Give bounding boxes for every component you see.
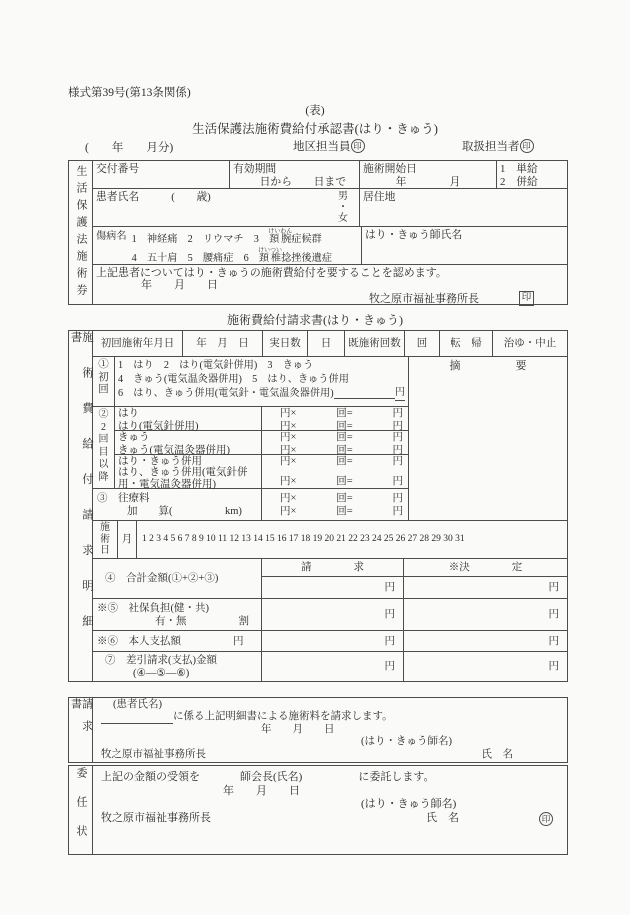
section4-row bbox=[93, 559, 567, 599]
price-row-label: はり、きゅう併用(電気針併用・電気温灸器併用) bbox=[118, 467, 248, 490]
section1-amount-blank bbox=[334, 388, 395, 399]
claim-main bbox=[93, 331, 567, 681]
treatment-start-cell bbox=[360, 161, 497, 188]
district-staff-label: 地区担当員 bbox=[293, 141, 351, 153]
sex-selector bbox=[338, 191, 348, 224]
section5-line1: ※⑤ 社保負担(健・共) bbox=[97, 602, 209, 614]
unit-price-label: 円× bbox=[280, 476, 297, 487]
section3-line1: ③ 往療料 bbox=[97, 492, 150, 504]
section2-group3 bbox=[115, 455, 408, 490]
section6-claim-yen: 円 bbox=[262, 631, 404, 651]
amount-label: 円 bbox=[392, 408, 403, 419]
approval-statement-row bbox=[93, 265, 567, 308]
approval-signature-line bbox=[96, 291, 564, 306]
invoice-office-head: 牧之原市福祉事務所長 bbox=[101, 748, 206, 760]
section5-label bbox=[93, 599, 262, 630]
decision-amount-column bbox=[404, 559, 567, 598]
section2-group1 bbox=[115, 407, 408, 431]
invoice-statement: に係る上記明細書による施術料を請求します。 bbox=[173, 711, 393, 723]
approval-date-line: 年 月 日 bbox=[141, 279, 218, 291]
unit-price-label: 円× bbox=[280, 505, 297, 517]
invoice-side-label: 請求書 bbox=[69, 698, 93, 742]
disease-cell bbox=[93, 227, 362, 264]
amount-label: 円 bbox=[392, 456, 403, 467]
claim-column-header: 請 求 bbox=[262, 559, 403, 577]
district-staff-field bbox=[293, 138, 365, 154]
section7-label bbox=[93, 652, 262, 681]
actual-days-header: 実日数 bbox=[263, 331, 308, 356]
disease-line2-furigana: けいつい bbox=[258, 248, 283, 254]
issue-number-cell bbox=[93, 161, 230, 188]
delegation-practitioner-label: (はり・きゅう師名) bbox=[361, 798, 457, 810]
price-row bbox=[115, 431, 408, 444]
claim-title: 施術費給付請求書(はり・きゅう) bbox=[227, 313, 403, 327]
section5-claim-yen: 円 bbox=[262, 599, 404, 630]
approval-side-label: 生活保護法施術券 bbox=[75, 164, 87, 301]
price-row bbox=[115, 467, 408, 490]
patient-age-label: ( 歳) bbox=[171, 191, 211, 203]
section2-number: ②2回目以降 bbox=[93, 407, 115, 488]
ymd-header: 年 月 日 bbox=[183, 331, 263, 356]
section5-yes-no: 有・無 bbox=[155, 615, 187, 627]
delegation-signature-line bbox=[101, 812, 563, 826]
decision-column-header: ※決 定 bbox=[404, 559, 567, 577]
sheet-side-label: (表) bbox=[305, 105, 325, 117]
claim-body-top bbox=[93, 357, 567, 521]
price-row bbox=[115, 407, 408, 420]
section5-line2 bbox=[97, 615, 261, 628]
approval-row-2 bbox=[93, 189, 567, 227]
district-staff-seal-icon: 印 bbox=[351, 139, 365, 153]
delegation-side-strip bbox=[69, 766, 93, 854]
delegation-table bbox=[68, 765, 568, 855]
summary-cell: 摘 要 bbox=[408, 357, 567, 520]
valid-period-cell bbox=[230, 161, 360, 188]
section6-row bbox=[93, 631, 567, 652]
section3-prices bbox=[261, 489, 408, 520]
residence-label: 居住地 bbox=[363, 191, 396, 203]
price-formula-cell bbox=[261, 407, 408, 420]
disease-line1-pre: 1 神経痛 2 リウマチ 3 bbox=[131, 234, 270, 245]
price-row-label: はり(電気針併用) bbox=[118, 421, 199, 432]
delegation-chairman-label: 師会長(氏名) bbox=[240, 771, 303, 783]
patient-name-label: 患者氏名 bbox=[96, 191, 140, 203]
amount-label: 円 bbox=[392, 492, 403, 504]
unit-price-label: 円× bbox=[280, 456, 297, 467]
times-label: 回= bbox=[336, 432, 353, 443]
delegation-office-head: 牧之原市福祉事務所長 bbox=[101, 811, 211, 824]
disease-label: 傷病名 bbox=[96, 231, 127, 242]
amount-label: 円 bbox=[392, 445, 403, 456]
office-head-label: 牧之原市福祉事務所長 bbox=[369, 292, 479, 305]
section6-label-cell bbox=[93, 631, 262, 651]
unit-price-label: 円× bbox=[280, 408, 297, 419]
approval-side-strip bbox=[69, 161, 93, 304]
treatment-start-label: 施術開始日 bbox=[363, 163, 417, 175]
invoice-statement-line bbox=[101, 711, 563, 723]
section3-line2: 加 算( km) bbox=[127, 505, 242, 517]
section1-line3-unit: 円 bbox=[395, 386, 405, 401]
practitioner-name-label: はり・きゅう師氏名 bbox=[365, 229, 463, 241]
price-formula-cell bbox=[262, 505, 408, 518]
treatment-days-label: 施術日 bbox=[93, 521, 118, 558]
sex-male-label: 男 bbox=[338, 191, 348, 202]
delegation-content bbox=[93, 766, 567, 854]
first-treatment-date-header: 初回施術年月日 bbox=[93, 331, 183, 356]
section4-claim-yen: 円 bbox=[384, 582, 395, 593]
invoice-table bbox=[68, 697, 568, 763]
benefit-combined-option: 2 併給 bbox=[500, 175, 538, 188]
section1-content bbox=[115, 357, 408, 406]
section1-line3-text: 6 はり、きゅう併用(電気針・電気温灸器併用) bbox=[118, 388, 334, 399]
times-label: 回= bbox=[336, 476, 353, 487]
delegation-statement-post: に委託します。 bbox=[358, 771, 435, 783]
day-numbers: 1 2 3 4 5 6 7 8 9 10 11 12 13 14 15 16 17 18 19 20 21 22 23 24 25 26 27 28 29 30 31 bbox=[142, 534, 465, 544]
invoice-patient-label: (患者氏名) bbox=[113, 699, 162, 710]
section6-decision-yen: 円 bbox=[548, 635, 559, 647]
disease-options bbox=[132, 229, 332, 262]
approval-row-3 bbox=[93, 227, 567, 265]
section2-content bbox=[115, 407, 408, 488]
disease-line1-post: 症候群 bbox=[291, 234, 322, 245]
valid-period-range: 日から 日まで bbox=[259, 175, 346, 188]
approval-main bbox=[93, 161, 567, 304]
day-unit-header: 日 bbox=[308, 331, 345, 356]
claim-amount-column bbox=[262, 559, 404, 598]
handling-staff-field bbox=[462, 138, 534, 154]
section3-labels bbox=[93, 489, 261, 520]
office-seal-icon: 印 bbox=[519, 291, 534, 306]
price-row-label: きゅう(電気温灸器併用) bbox=[118, 445, 230, 456]
invoice-name-label: 氏 名 bbox=[481, 748, 513, 760]
section6-unit: 円 bbox=[233, 635, 244, 647]
times-label: 回= bbox=[336, 421, 353, 432]
sex-separator: ・ bbox=[338, 202, 348, 213]
delegation-name-label: 氏 名 bbox=[426, 811, 459, 824]
unit-price-label: 円× bbox=[280, 421, 297, 432]
patient-name-cell bbox=[93, 189, 360, 226]
times-label: 回= bbox=[336, 505, 353, 517]
invoice-patient-blank bbox=[101, 713, 173, 724]
price-row-label: はり・きゅう併用 bbox=[118, 456, 202, 467]
delegation-date-line: 年 月 日 bbox=[223, 784, 300, 797]
section2-group2 bbox=[115, 431, 408, 455]
issue-number-label: 交付番号 bbox=[96, 163, 140, 175]
section4-decision-yen: 円 bbox=[548, 582, 559, 593]
disease-line2-ruby-base: 頚椎 bbox=[258, 253, 283, 264]
amount-label: 円 bbox=[392, 476, 403, 487]
disease-line2-post: 捻挫後遺症 bbox=[281, 253, 333, 264]
price-row-label: はり bbox=[118, 408, 139, 419]
section1-line2: 4 きゅう(電気温灸器併用) 5 はり、きゅう併用 bbox=[118, 373, 349, 385]
invoice-date-line: 年 月 日 bbox=[261, 723, 335, 735]
treatment-days-row bbox=[93, 521, 567, 559]
approval-title: 生活保護法施術費給付承認書(はり・きゅう) bbox=[192, 122, 438, 136]
form-number: 様式第39号(第13条関係) bbox=[68, 87, 191, 99]
period-field: ( 年 月分) bbox=[85, 142, 174, 154]
section1-line1: 1 はり 2 はり(電気針併用) 3 きゅう bbox=[118, 360, 314, 371]
price-formula-cell bbox=[261, 467, 408, 490]
section1-row bbox=[93, 357, 408, 407]
times-label: 回= bbox=[336, 492, 353, 504]
approval-row-1 bbox=[93, 161, 567, 189]
price-formula-cell bbox=[261, 455, 408, 467]
delegation-side-label: 委任状 bbox=[75, 766, 87, 854]
section5-row bbox=[93, 599, 567, 631]
disease-line1-ruby-base: 頚腕 bbox=[268, 234, 293, 245]
section7-claim-yen: 円 bbox=[262, 652, 404, 681]
disease-line-1 bbox=[132, 229, 332, 248]
section1-number: ①初回 bbox=[93, 357, 115, 406]
approval-statement: 上記患者についてはり・きゅうの施術費給付を要することを認めます。 bbox=[96, 267, 447, 279]
approval-ticket-table bbox=[68, 160, 568, 305]
section3-row bbox=[93, 489, 408, 520]
section7-row bbox=[93, 652, 567, 681]
price-row bbox=[115, 455, 408, 467]
section2-row bbox=[93, 407, 408, 489]
benefit-single-option: 1 単給 bbox=[500, 163, 538, 175]
count-unit-header: 回 bbox=[405, 331, 440, 356]
disease-line2-pre: 4 五十肩 5 腰痛症 6 bbox=[131, 253, 259, 264]
price-row-label: きゅう bbox=[118, 432, 150, 443]
section5-rate-unit: 割 bbox=[238, 615, 249, 627]
amount-label: 円 bbox=[392, 432, 403, 443]
section6-label: ※⑥ 本人支払額 bbox=[97, 635, 181, 647]
invoice-side-strip bbox=[69, 698, 93, 762]
delegation-statement-pre: 上記の金額の受領を bbox=[101, 771, 200, 783]
handling-staff-seal-icon: 印 bbox=[520, 139, 534, 153]
section4-label: ④ 合計金額(①+②+③) bbox=[93, 559, 262, 598]
valid-period-label: 有効期間 bbox=[233, 163, 277, 175]
claim-side-label: 施術費給付請求明細書 bbox=[69, 331, 93, 651]
outcome-header: 転 帰 bbox=[440, 331, 493, 356]
invoice-signature-line bbox=[101, 749, 563, 761]
claim-header-row bbox=[93, 331, 567, 357]
handling-staff-label: 取扱担当者 bbox=[462, 141, 520, 153]
sex-female-label: 女 bbox=[338, 213, 348, 224]
unit-price-label: 円× bbox=[280, 445, 297, 456]
practitioner-name-cell bbox=[362, 227, 567, 264]
claim-left-part bbox=[93, 357, 408, 520]
claim-side-strip bbox=[69, 331, 93, 681]
treatment-start-ym: 年 月 bbox=[395, 175, 461, 188]
amount-label: 円 bbox=[392, 421, 403, 432]
section7-decision-yen: 円 bbox=[548, 661, 559, 672]
section5-decision-yen: 円 bbox=[548, 609, 559, 620]
residence-cell bbox=[360, 189, 567, 226]
disease-line1-furigana: けいわん bbox=[268, 229, 293, 235]
times-label: 回= bbox=[336, 408, 353, 419]
claim-statement-table bbox=[68, 330, 568, 682]
month-label-cell: 月 bbox=[118, 521, 137, 558]
previous-count-header: 既施術回数 bbox=[345, 331, 405, 356]
unit-price-label: 円× bbox=[280, 432, 297, 443]
section7-line2: (④―⑤―⑥) bbox=[133, 667, 190, 679]
price-formula-cell bbox=[261, 431, 408, 444]
times-label: 回= bbox=[336, 445, 353, 456]
benefit-type-cell bbox=[497, 161, 567, 188]
invoice-content bbox=[93, 698, 567, 762]
delegation-seal-icon: 印 bbox=[539, 812, 553, 826]
cure-stop-header: 治ゆ・中止 bbox=[503, 338, 557, 349]
unit-price-label: 円× bbox=[280, 492, 297, 504]
times-label: 回= bbox=[336, 456, 353, 467]
price-formula-cell bbox=[262, 492, 408, 505]
disease-line2-ruby bbox=[258, 248, 283, 264]
section1-line3 bbox=[118, 386, 405, 401]
delegation-statement-line bbox=[101, 771, 563, 785]
section7-line1: ⑦ 差引請求(支払)金額 bbox=[105, 654, 217, 666]
disease-line1-ruby bbox=[268, 229, 293, 245]
invoice-practitioner-label: (はり・きゅう師名) bbox=[361, 736, 452, 748]
amount-label: 円 bbox=[392, 505, 403, 517]
